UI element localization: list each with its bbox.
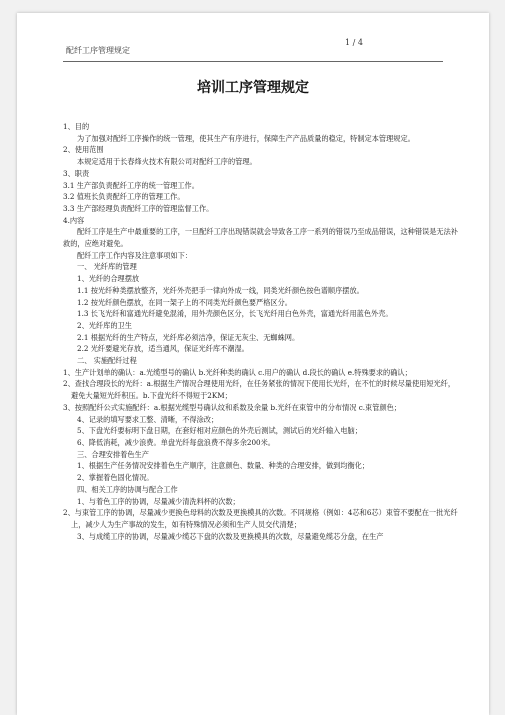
subsection-heading: 三、合理安排着色生产 bbox=[77, 449, 149, 459]
header-divider bbox=[63, 61, 443, 62]
header-title: 配纤工序管理规定 bbox=[66, 46, 130, 55]
section-heading: 3、职责 bbox=[63, 168, 90, 178]
list-item: 6、降低消耗，减少浪费。单盘光纤每盘浪费不得多余200米。 bbox=[77, 437, 275, 447]
section-heading: 1、目的 bbox=[63, 122, 90, 131]
paragraph: 本规定适用于长春烽火技术有限公司对配纤工序的管理。 bbox=[77, 157, 257, 167]
list-item: 2、与束管工序的协调，尽量减少更换色母料的次数及更换模具的次数。不同规格（例如：4芯和6芯）束管不要配在一批光纤上，减少人为生产事故的发生，如有特殊情况必须和生产人员交代清楚； bbox=[63, 508, 458, 529]
list-item: 1、与着色工序的协调，尽量减少清洗料杯的次数； bbox=[77, 496, 240, 506]
list-item: 1、根据生产任务情况安排着色生产顺序，注意颜色、数量、种类的合理安排，做到均衡化； bbox=[77, 461, 370, 471]
document-title: 培训工序管理规定 bbox=[197, 80, 309, 96]
list-item: 2、光纤库的卫生 bbox=[77, 320, 132, 330]
page-number: 1 / 4 bbox=[345, 38, 363, 47]
subsection-heading: 二、 实施配纤过程 bbox=[77, 356, 137, 366]
subsection-heading: 四、相关工序的协调与配合工作 bbox=[77, 484, 178, 494]
list-item: 2.2 光纤要避光存放，适当通风，保证光纤库不潮湿。 bbox=[77, 344, 249, 354]
list-item: 3、按照配纤公式实施配纤：a.根据光缆型号确认纹和系数及余量 b.光纤在束管中的分布情况 c.束管颜色； bbox=[63, 402, 401, 412]
list-item: 3.2 值班长负责配纤工序的管理工作。 bbox=[63, 192, 185, 202]
document-body bbox=[63, 121, 459, 542]
list-item: 3.1 生产部负责配纤工序的统一管理工作。 bbox=[63, 180, 199, 190]
list-item: 3、与成缆工序的协调，尽量减少缆芯下盘的次数及更换模具的次数，尽量避免缆芯分盘，在生产 bbox=[77, 531, 384, 541]
list-item: 1、光纤的合理摆放 bbox=[77, 274, 140, 284]
list-item: 3.3 生产部经理负责配纤工序的管理监督工作。 bbox=[63, 203, 214, 213]
list-item: 5、下盘光纤要标明下盘日期，在套好相对应颜色的外壳后测试，测试后的光纤输入电脑； bbox=[77, 426, 362, 436]
list-item: 2、查找合理段长的光纤：a.根据生产情况合理使用光纤，在任务紧张的情况下使用长光纤，在不忙的时候尽量使用短光纤，避免大量短光纤积压。b.下盘光纤不得短于2KM； bbox=[63, 379, 456, 401]
list-item: 2.1 根据光纤的生产特点，光纤库必须洁净，保证无灰尘、无蜘蛛网。 bbox=[77, 332, 300, 342]
paragraph: 配纤工序工作内容及注意事项如下： bbox=[77, 250, 193, 260]
list-item: 4、记录的填写要求工整、清晰，不得涂改； bbox=[77, 414, 219, 424]
list-item: 1、生产计划单的确认：a.光缆型号的确认 b.光纤种类的确认 c.用户的确认 d.段长的确认 e.特殊要求的确认； bbox=[63, 367, 412, 377]
paragraph: 配纤工序是生产中最重要的工序，一旦配纤工序出现错误就会导致各工序一系列的错误乃至成品错误，这种错误是无法补救的，应绝对避免。 bbox=[63, 227, 458, 249]
subsection-heading: 一、 光纤库的管理 bbox=[77, 262, 137, 272]
list-item: 1.1 按光纤种类摆放整齐，光纤外壳把手一律向外成一线，同类光纤颜色按色谱顺序摆放。 bbox=[77, 285, 364, 295]
list-item: 2、掌握着色固化情况。 bbox=[77, 473, 154, 483]
paragraph: 为了加强对配纤工序操作的统一管理，使其生产有序进行，保障生产产品质量的稳定，特制定本管理规定。 bbox=[77, 133, 415, 143]
list-item: 1.3 长飞光纤和富通光纤避免混淆，用外壳颜色区分，长飞光纤用白色外壳，富通光纤用蓝色外壳。 bbox=[77, 309, 393, 319]
section-heading: 2、使用范围 bbox=[63, 145, 104, 155]
document-page bbox=[17, 13, 489, 715]
list-item: 1.2 按光纤颜色摆放，在同一架子上的不同类光纤颜色要严格区分。 bbox=[77, 297, 292, 307]
section-heading: 4.内容 bbox=[63, 215, 85, 225]
